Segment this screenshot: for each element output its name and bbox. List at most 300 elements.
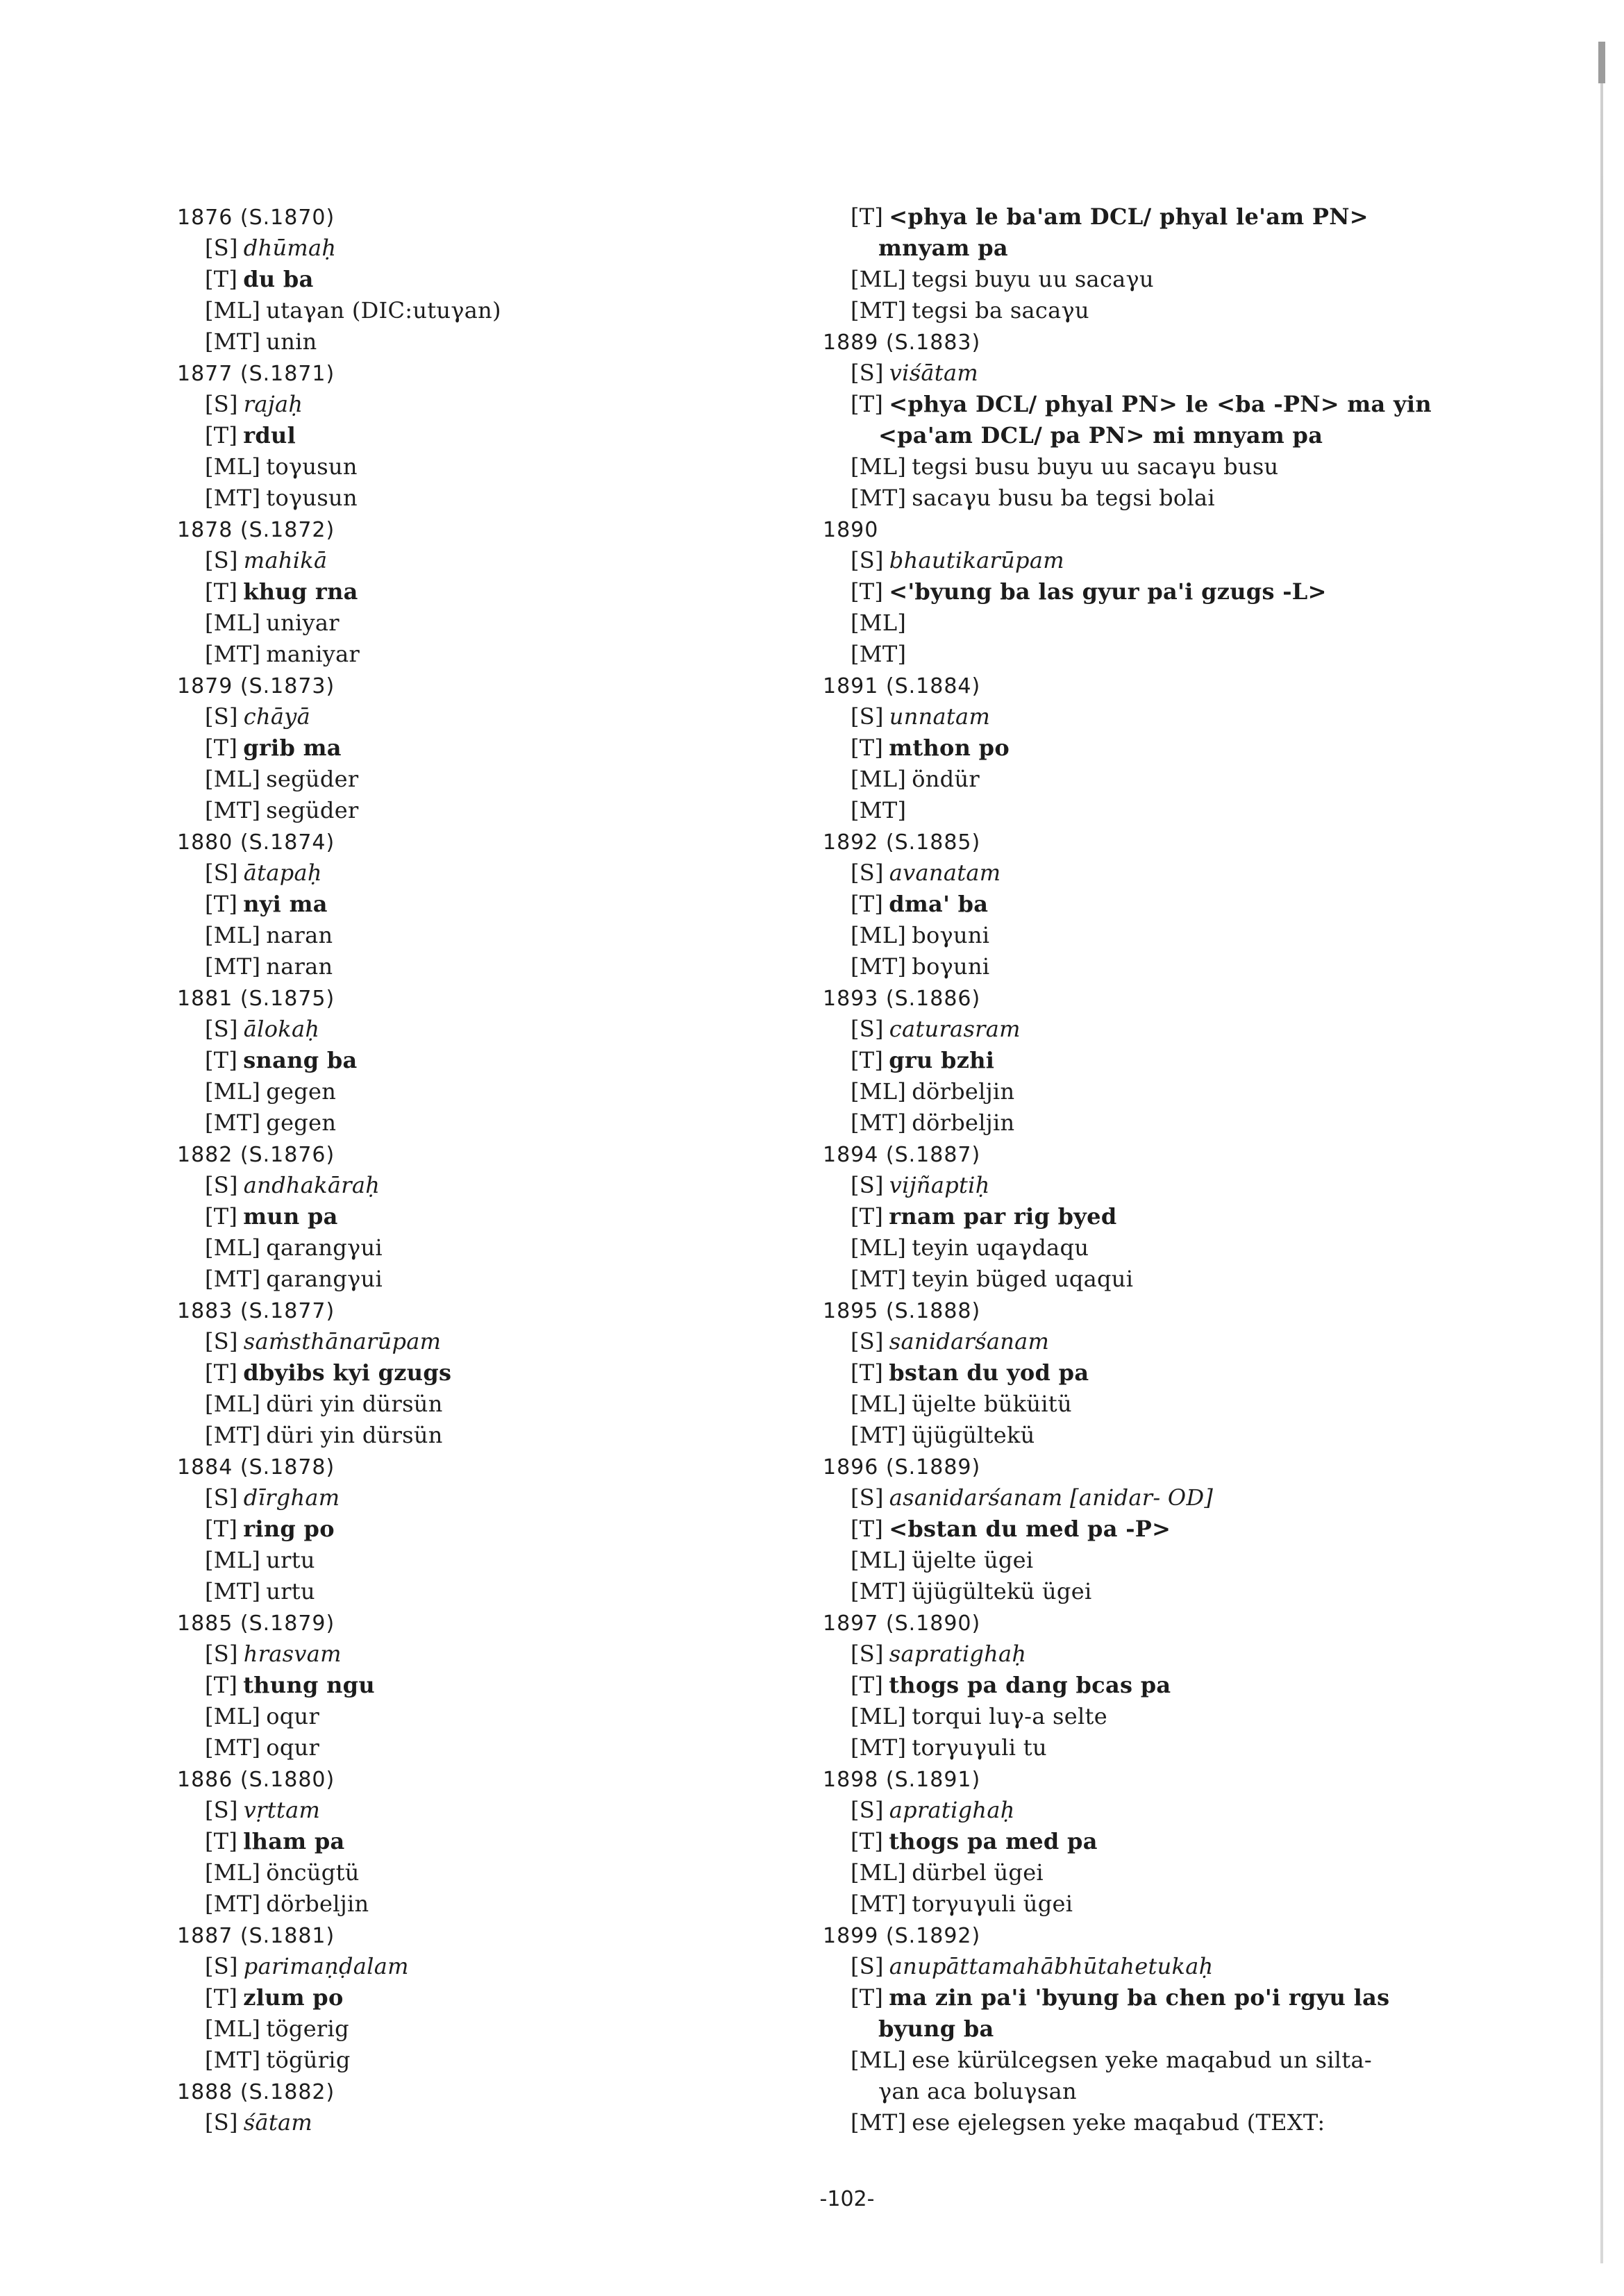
language-tag: [T] <box>851 1828 884 1854</box>
scan-edge-mark <box>1598 42 1605 83</box>
language-tag: [ML] <box>205 1547 261 1573</box>
mt-term: naran <box>266 953 333 980</box>
entry-number-text: 1883 (S.1877) <box>177 1299 335 1323</box>
t-term: nyi ma <box>243 891 328 917</box>
entry-number <box>177 1607 844 1639</box>
s-line <box>823 358 1489 389</box>
language-tag: [MT] <box>851 953 907 980</box>
mt-line <box>823 1107 1489 1139</box>
mt-line <box>823 1420 1489 1451</box>
entry-number-text: 1876 (S.1870) <box>177 206 335 230</box>
s-line <box>177 1951 844 1982</box>
language-tag: [T] <box>851 1984 884 2011</box>
s-line <box>177 1639 844 1670</box>
ml-line <box>177 295 844 326</box>
mt-line <box>823 295 1489 326</box>
s-term: dhūmaḥ <box>243 235 337 261</box>
ml-line <box>177 1701 844 1732</box>
mt-line <box>177 1420 844 1451</box>
language-tag: [ML] <box>851 766 907 792</box>
ml-term: utaγan (DIC:utuγan) <box>266 297 501 324</box>
t-line <box>823 1357 1489 1389</box>
ml-term: üjelte büküitü <box>912 1391 1072 1417</box>
language-tag: [MT] <box>851 1422 907 1448</box>
t-line <box>823 1514 1489 1545</box>
ml-line <box>177 451 844 483</box>
language-tag: [ML] <box>205 1078 261 1105</box>
language-tag: [S] <box>851 360 884 386</box>
ml-line <box>177 1545 844 1576</box>
mt-line <box>823 795 1489 826</box>
mt-line <box>177 1576 844 1607</box>
continuation-text: <pa'am DCL/ pa PN> mi mnyam pa <box>878 422 1323 449</box>
entry-number <box>823 826 1489 857</box>
s-line <box>177 545 844 576</box>
s-line <box>177 1795 844 1826</box>
s-line <box>177 1326 844 1357</box>
mt-term: dörbeljin <box>266 1891 369 1917</box>
language-tag: [ML] <box>205 1391 261 1417</box>
language-tag: [T] <box>851 891 884 917</box>
language-tag: [ML] <box>205 766 261 792</box>
language-tag: [MT] <box>205 1578 261 1604</box>
language-tag: [MT] <box>851 1266 907 1292</box>
t-term: <bstan du med pa -P> <box>889 1516 1171 1542</box>
entry-number <box>177 1295 844 1326</box>
entry-number-text: 1889 (S.1883) <box>823 330 981 355</box>
s-line <box>823 1639 1489 1670</box>
mt-line <box>177 1888 844 1920</box>
mt-term: maniyar <box>266 641 360 667</box>
mt-term: toγusun <box>266 485 358 511</box>
language-tag: [ML] <box>851 1703 907 1729</box>
t-line <box>823 1826 1489 1857</box>
language-tag: [S] <box>205 1484 238 1511</box>
continuation-line <box>823 2013 1489 2045</box>
t-line <box>823 1982 1489 2013</box>
mt-line <box>177 1264 844 1295</box>
entry-number <box>823 1607 1489 1639</box>
mt-term: urtu <box>266 1578 315 1604</box>
language-tag: [S] <box>205 1797 238 1823</box>
ml-line <box>823 2045 1489 2076</box>
entry-number-text: 1885 (S.1879) <box>177 1611 335 1636</box>
language-tag: [S] <box>205 1016 238 1042</box>
language-tag: [T] <box>851 1047 884 1073</box>
language-tag: [MT] <box>851 1734 907 1761</box>
s-term: bhautikarūpam <box>889 547 1064 573</box>
s-term: ātapaḥ <box>243 860 322 886</box>
entry-number-text: 1892 (S.1885) <box>823 830 981 855</box>
ml-term: ese kürülcegsen yeke maqabud un silta- <box>912 2047 1372 2073</box>
language-tag: [S] <box>851 547 884 573</box>
ml-line <box>823 920 1489 951</box>
language-tag: [ML] <box>205 453 261 480</box>
entry-number <box>823 1295 1489 1326</box>
t-line <box>823 389 1489 420</box>
t-term: <'byung ba las gyur pa'i gzugs -L> <box>889 578 1327 605</box>
language-tag: [T] <box>851 203 884 230</box>
ml-line <box>823 1545 1489 1576</box>
ml-line <box>177 1232 844 1264</box>
s-line <box>177 1170 844 1201</box>
s-term: caturasram <box>889 1016 1021 1042</box>
language-tag: [S] <box>205 1328 238 1355</box>
s-term: parimaṇḍalam <box>243 1953 409 1979</box>
ml-term: toγusun <box>266 453 358 480</box>
language-tag: [S] <box>851 1641 884 1667</box>
language-tag: [MT] <box>851 797 907 823</box>
entry-number-text: 1877 (S.1871) <box>177 362 335 386</box>
entry-number <box>823 514 1489 545</box>
s-term: anupāttamahābhūtahetukaḥ <box>889 1953 1214 1979</box>
mt-term: oqur <box>266 1734 320 1761</box>
ml-term: torqui luγ-a selte <box>912 1703 1107 1729</box>
language-tag: [T] <box>851 1359 884 1386</box>
mt-term: üjügültekü <box>912 1422 1035 1448</box>
language-tag: [S] <box>851 1172 884 1198</box>
language-tag: [ML] <box>851 453 907 480</box>
ml-line <box>177 920 844 951</box>
mt-line <box>177 2045 844 2076</box>
ml-term: düri yin dürsün <box>266 1391 443 1417</box>
mt-line <box>823 483 1489 514</box>
t-term: rnam par rig byed <box>889 1203 1117 1230</box>
ml-line <box>177 1076 844 1107</box>
t-line <box>177 1982 844 2013</box>
s-term: hrasvam <box>243 1641 342 1667</box>
scan-edge <box>1600 42 1603 2263</box>
mt-term: düri yin dürsün <box>266 1422 443 1448</box>
s-line <box>177 389 844 420</box>
ml-line <box>823 264 1489 295</box>
language-tag: [T] <box>205 1359 238 1386</box>
t-line <box>823 1201 1489 1232</box>
s-line <box>823 1795 1489 1826</box>
language-tag: [S] <box>851 703 884 730</box>
t-term: ring po <box>243 1516 335 1542</box>
continuation-text: byung ba <box>878 2016 994 2042</box>
entry-number-text: 1895 (S.1888) <box>823 1299 981 1323</box>
language-tag: [T] <box>851 578 884 605</box>
s-line <box>177 701 844 732</box>
language-tag: [ML] <box>205 1859 261 1886</box>
t-term: rdul <box>243 422 296 449</box>
s-term: vṛttam <box>243 1797 321 1823</box>
s-term: rajaḥ <box>243 391 303 417</box>
language-tag: [S] <box>205 391 238 417</box>
t-line <box>177 1826 844 1857</box>
ml-line <box>823 1857 1489 1888</box>
mt-term: üjügültekü ügei <box>912 1578 1092 1604</box>
ml-term: boγuni <box>912 922 990 948</box>
ml-line <box>177 764 844 795</box>
language-tag: [MT] <box>205 641 261 667</box>
mt-line <box>823 1576 1489 1607</box>
language-tag: [T] <box>205 266 238 292</box>
entry-number-text: 1888 (S.1882) <box>177 2080 335 2104</box>
entry-number <box>823 982 1489 1014</box>
ml-line <box>823 1701 1489 1732</box>
language-tag: [ML] <box>851 1391 907 1417</box>
language-tag: [S] <box>851 1328 884 1355</box>
s-line <box>177 857 844 889</box>
entry-number-text: 1886 (S.1880) <box>177 1768 335 1792</box>
language-tag: [T] <box>205 1984 238 2011</box>
continuation-line <box>823 233 1489 264</box>
s-term: dīrgham <box>243 1484 340 1511</box>
language-tag: [T] <box>205 422 238 449</box>
language-tag: [T] <box>205 1828 238 1854</box>
language-tag: [MT] <box>205 953 261 980</box>
ml-term: teyin uqaγdaqu <box>912 1234 1089 1261</box>
language-tag: [T] <box>205 1516 238 1542</box>
mt-line <box>177 483 844 514</box>
language-tag: [T] <box>205 1672 238 1698</box>
t-term: khug rna <box>243 578 358 605</box>
ml-term: üjelte ügei <box>912 1547 1034 1573</box>
t-term: du ba <box>243 266 314 292</box>
entry-number <box>823 1920 1489 1951</box>
entry-number <box>177 1451 844 1482</box>
entry-number-text: 1899 (S.1892) <box>823 1924 981 1948</box>
language-tag: [S] <box>851 860 884 886</box>
entry-number <box>823 326 1489 358</box>
mt-line <box>823 2107 1489 2138</box>
s-term: śātam <box>243 2109 313 2136</box>
t-line <box>823 1045 1489 1076</box>
ml-line <box>177 607 844 639</box>
language-tag: [MT] <box>851 297 907 324</box>
language-tag: [MT] <box>205 485 261 511</box>
t-term: thogs pa dang bcas pa <box>889 1672 1171 1698</box>
language-tag: [T] <box>205 735 238 761</box>
ml-term: dürbel ügei <box>912 1859 1044 1886</box>
s-line <box>823 545 1489 576</box>
ml-term: öndür <box>912 766 980 792</box>
language-tag: [S] <box>851 1953 884 1979</box>
language-tag: [T] <box>851 391 884 417</box>
language-tag: [ML] <box>205 922 261 948</box>
language-tag: [S] <box>205 547 238 573</box>
s-term: vijñaptiḥ <box>889 1172 990 1198</box>
language-tag: [ML] <box>205 1703 261 1729</box>
language-tag: [S] <box>205 860 238 886</box>
t-line <box>823 201 1489 233</box>
t-term: lham pa <box>243 1828 345 1854</box>
mt-line <box>823 639 1489 670</box>
mt-line <box>177 326 844 358</box>
mt-term: torγuγuli tu <box>912 1734 1047 1761</box>
right-column <box>823 201 1489 2138</box>
ml-line <box>823 451 1489 483</box>
entry-number <box>177 201 844 233</box>
language-tag: [MT] <box>851 1891 907 1917</box>
mt-term: dörbeljin <box>912 1109 1015 1136</box>
mt-line <box>823 1732 1489 1763</box>
ml-line <box>823 764 1489 795</box>
ml-line <box>823 1232 1489 1264</box>
t-line <box>177 732 844 764</box>
language-tag: [MT] <box>205 2047 261 2073</box>
s-line <box>823 1951 1489 1982</box>
entry-number <box>177 1139 844 1170</box>
t-term: ma zin pa'i 'byung ba chen po'i rgyu las <box>889 1984 1390 2011</box>
entry-number-text: 1893 (S.1886) <box>823 987 981 1011</box>
t-line <box>177 1045 844 1076</box>
t-line <box>823 732 1489 764</box>
t-term: grib ma <box>243 735 342 761</box>
language-tag: [MT] <box>205 1109 261 1136</box>
t-line <box>177 1201 844 1232</box>
t-term: thung ngu <box>243 1672 375 1698</box>
t-term: zlum po <box>243 1984 344 2011</box>
ml-term: tegsi busu buyu uu sacaγu busu <box>912 453 1279 480</box>
language-tag: [ML] <box>851 2047 907 2073</box>
language-tag: [ML] <box>851 610 907 636</box>
entry-number-text: 1894 (S.1887) <box>823 1143 981 1167</box>
language-tag: [ML] <box>205 1234 261 1261</box>
language-tag: [MT] <box>205 1422 261 1448</box>
s-term: viśātam <box>889 360 978 386</box>
language-tag: [T] <box>205 1203 238 1230</box>
entry-number-text: 1890 <box>823 518 879 542</box>
entry-number <box>177 1763 844 1795</box>
language-tag: [ML] <box>851 1078 907 1105</box>
mt-line <box>823 1264 1489 1295</box>
s-term: apratighaḥ <box>889 1797 1015 1823</box>
language-tag: [S] <box>205 2109 238 2136</box>
t-line <box>177 1514 844 1545</box>
s-line <box>823 1482 1489 1514</box>
t-line <box>177 889 844 920</box>
t-term: bstan du yod pa <box>889 1359 1089 1386</box>
language-tag: [MT] <box>851 641 907 667</box>
t-line <box>823 576 1489 607</box>
s-line <box>823 1014 1489 1045</box>
entry-number-text: 1884 (S.1878) <box>177 1455 335 1480</box>
entry-number-text: 1891 (S.1884) <box>823 674 981 698</box>
entry-number <box>177 514 844 545</box>
entry-number <box>823 670 1489 701</box>
ml-line <box>177 2013 844 2045</box>
t-term: mun pa <box>243 1203 338 1230</box>
language-tag: [S] <box>205 1953 238 1979</box>
mt-line <box>177 795 844 826</box>
ml-term: öncügtü <box>266 1859 360 1886</box>
ml-term: tegsi buyu uu sacaγu <box>912 266 1154 292</box>
ml-term: naran <box>266 922 333 948</box>
entry-number <box>177 358 844 389</box>
ml-term: gegen <box>266 1078 337 1105</box>
s-line <box>823 1326 1489 1357</box>
entry-number-text: 1879 (S.1873) <box>177 674 335 698</box>
mt-line <box>177 639 844 670</box>
t-term: <phya le ba'am DCL/ phyal le'am PN> <box>889 203 1368 230</box>
s-term: sapratighaḥ <box>889 1641 1027 1667</box>
entry-number-text: 1881 (S.1875) <box>177 987 335 1011</box>
s-line <box>177 233 844 264</box>
language-tag: [T] <box>205 891 238 917</box>
language-tag: [ML] <box>851 1547 907 1573</box>
ml-term: qarangγui <box>266 1234 383 1261</box>
entry-number <box>177 2076 844 2107</box>
t-term: gru bzhi <box>889 1047 995 1073</box>
t-term: snang ba <box>243 1047 358 1073</box>
s-term: avanatam <box>889 860 1001 886</box>
t-line <box>177 1357 844 1389</box>
language-tag: [S] <box>851 1016 884 1042</box>
language-tag: [S] <box>851 1797 884 1823</box>
ml-line <box>177 1389 844 1420</box>
ml-line <box>823 1076 1489 1107</box>
ml-line <box>177 1857 844 1888</box>
t-term: mthon po <box>889 735 1010 761</box>
continuation-text: γan aca boluγsan <box>878 2078 1077 2104</box>
continuation-text: mnyam pa <box>878 235 1008 261</box>
entry-number-text: 1896 (S.1889) <box>823 1455 981 1480</box>
mt-term: sacaγu busu ba tegsi bolai <box>912 485 1215 511</box>
mt-term: teyin büged uqaqui <box>912 1266 1134 1292</box>
t-line <box>177 576 844 607</box>
t-term: dma' ba <box>889 891 989 917</box>
ml-term: urtu <box>266 1547 315 1573</box>
mt-term: tögürig <box>266 2047 351 2073</box>
language-tag: [T] <box>851 1516 884 1542</box>
language-tag: [S] <box>851 1484 884 1511</box>
language-tag: [T] <box>851 1203 884 1230</box>
ml-term: dörbeljin <box>912 1078 1015 1105</box>
language-tag: [S] <box>205 1172 238 1198</box>
language-tag: [ML] <box>851 922 907 948</box>
language-tag: [MT] <box>851 2109 907 2136</box>
language-tag: [ML] <box>851 1859 907 1886</box>
entry-number-text: 1898 (S.1891) <box>823 1768 981 1792</box>
mt-term: boγuni <box>912 953 990 980</box>
mt-term: unin <box>266 328 317 355</box>
t-term: dbyibs kyi gzugs <box>243 1359 452 1386</box>
t-line <box>177 420 844 451</box>
language-tag: [T] <box>851 735 884 761</box>
language-tag: [MT] <box>205 1266 261 1292</box>
ml-term: oqur <box>266 1703 320 1729</box>
entry-number-text: 1882 (S.1876) <box>177 1143 335 1167</box>
mt-line <box>177 1107 844 1139</box>
ml-line <box>823 1389 1489 1420</box>
t-line <box>823 889 1489 920</box>
continuation-line <box>823 2076 1489 2107</box>
language-tag: [ML] <box>205 610 261 636</box>
t-line <box>177 1670 844 1701</box>
left-column <box>177 201 844 2138</box>
s-term: mahikā <box>243 547 328 573</box>
language-tag: [MT] <box>205 797 261 823</box>
language-tag: [MT] <box>205 1734 261 1761</box>
mt-line <box>823 951 1489 982</box>
t-term: thogs pa med pa <box>889 1828 1098 1854</box>
mt-line <box>177 951 844 982</box>
s-line <box>823 857 1489 889</box>
s-line <box>823 1170 1489 1201</box>
entry-number <box>823 1451 1489 1482</box>
entry-number-text: 1878 (S.1872) <box>177 518 335 542</box>
ml-term: següder <box>266 766 359 792</box>
language-tag: [MT] <box>851 485 907 511</box>
language-tag: [S] <box>205 1641 238 1667</box>
s-term: ālokaḥ <box>243 1016 320 1042</box>
entry-number <box>177 670 844 701</box>
ml-line <box>823 607 1489 639</box>
